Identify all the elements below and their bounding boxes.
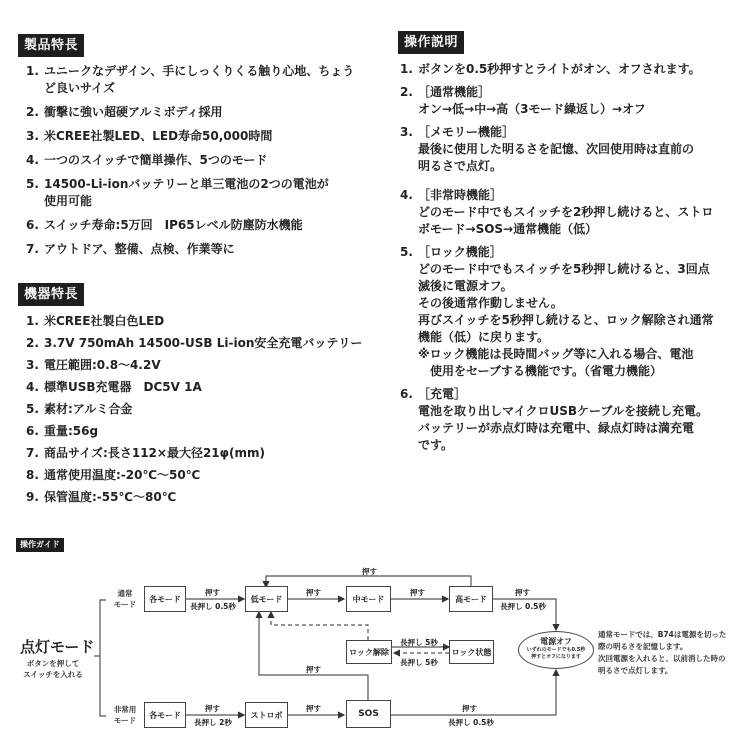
list-item: 3. 米CREE社製LED、LED寿命50,000時間: [26, 129, 273, 143]
press-label: 押す: [205, 588, 220, 597]
product-features-header: 製品特長: [18, 34, 84, 57]
long-press-5-label: 長押し 5秒: [400, 658, 438, 667]
power-off-oval: 電源オフ いずれのモードでも0.5秒 押すとオフになります: [518, 631, 594, 669]
emergency-each-mode-box: 各モード: [144, 702, 186, 728]
unlock-box: ロック解除: [346, 640, 392, 664]
list-item: 1. 米CREE社製白色LED: [26, 314, 165, 328]
list-item: 2. 衝撃に強い超硬アルミボディ採用: [26, 105, 223, 119]
long-press-05-label: 長押し 0.5秒: [500, 602, 546, 611]
list-item: 3. 電圧範囲:0.8～4.2V: [26, 358, 161, 372]
list-item: 5. 14500-Li-ionバッテリーと単三電池の2つの電池が 使用可能: [26, 177, 329, 208]
list-item: 7. アウトドア、整備、点検、作業等に: [26, 242, 235, 256]
press-label: 押す: [362, 567, 377, 576]
list-item: 1. ユニークなデザイン、手にしっくりくる触り心地、ちょう ど良いサイズ: [26, 64, 355, 95]
locked-box: ロック状態: [449, 640, 494, 664]
list-item: 3. ［メモリー機能］ 最後に使用した明るさを記憶、次回使用時は直前の 明るさで点灯。: [400, 125, 695, 173]
press-label: 押す: [306, 665, 321, 674]
mid-mode-box: 中モード: [346, 586, 391, 612]
press-label: 押す: [515, 588, 530, 597]
list-item: 6. ［充電］ 電池を取り出しマイクロUSBケーブルを接続し充電。 バッテリーが赤点灯時は充電中、緑点灯時は満充電 です。: [400, 387, 708, 452]
memory-note: 通常モードでは、B74は電源を切った 際の明るさを記憶します。 次回電源を入れると、以前消した時の 明るさで点灯します。: [598, 630, 727, 675]
long-press-05-label: 長押し 0.5秒: [448, 718, 494, 727]
list-item: 6. 重量:56g: [26, 424, 99, 438]
list-item: 8. 通常使用温度:-20℃～50℃: [26, 468, 201, 482]
list-item: 9. 保管温度:-55℃～80℃: [26, 490, 177, 504]
press-label: 押す: [306, 704, 321, 713]
list-item: 7. 商品サイズ:長さ112×最大径21φ(mm): [26, 446, 266, 460]
long-press-2-label: 長押し 2秒: [194, 718, 232, 727]
operation-header: 操作説明: [398, 31, 464, 54]
list-item: 5. 素材:アルミ合金: [26, 402, 133, 416]
strobe-box: ストロボ: [245, 702, 288, 728]
operation-guide-header: 操作ガイド: [16, 538, 64, 552]
device-specs-header: 機器特長: [18, 283, 84, 306]
sos-box: SOS: [346, 700, 391, 728]
list-item: 2. ［通常機能］ オン→低→中→高（3モード繰返し）→オフ: [400, 85, 646, 116]
list-item: 6. スイッチ寿命:5万回 IP65レベル防塵防水機能: [26, 218, 303, 232]
press-label: 押す: [462, 704, 477, 713]
low-mode-box: 低モード: [245, 586, 288, 612]
emergency-mode-label: 非常用 モード: [113, 705, 137, 725]
power-off-title: 電源オフ: [540, 637, 572, 646]
press-label: 押す: [410, 588, 425, 597]
long-press-05-label: 長押し 0.5秒: [190, 602, 236, 611]
list-item: 4. ［非常時機能］ どのモード中でもスイッチを2秒押し続けると、ストロ ボモード→SOS→通常機能（低）: [400, 188, 714, 236]
list-item: 4. 標準USB充電器 DC5V 1A: [26, 380, 202, 394]
lighting-mode-subtitle: ボタンを押して スイッチを入れる: [23, 659, 83, 679]
list-item: 4. 一つのスイッチで簡単操作、5つのモード: [26, 153, 268, 167]
press-label: 押す: [306, 588, 321, 597]
high-mode-box: 高モード: [449, 586, 493, 612]
list-item: 5. ［ロック機能］ どのモード中でもスイッチを5秒押し続けると、3回点 滅後に電源オフ。 その後通常作動しません。 再びスイッチを5秒押し続けると、ロック解除され通常 機能（低）に戻ります。 ※ロック機能は長時間バッグ等に入れる場合、電池 使用をセーブする機能です。（省電力機能）: [400, 245, 714, 378]
lighting-mode-title: 点灯モード: [20, 638, 95, 656]
long-press-5-label: 長押し 5秒: [400, 638, 438, 647]
list-item: 1. ボタンを0.5秒押すとライトがオン、オフされます。: [400, 62, 701, 76]
normal-mode-label: 通常 モード: [113, 589, 137, 609]
press-label: 押す: [205, 704, 220, 713]
normal-each-mode-box: 各モード: [144, 586, 186, 612]
list-item: 2. 3.7V 750mAh 14500-USB Li-ion安全充電バッテリー: [26, 336, 363, 350]
